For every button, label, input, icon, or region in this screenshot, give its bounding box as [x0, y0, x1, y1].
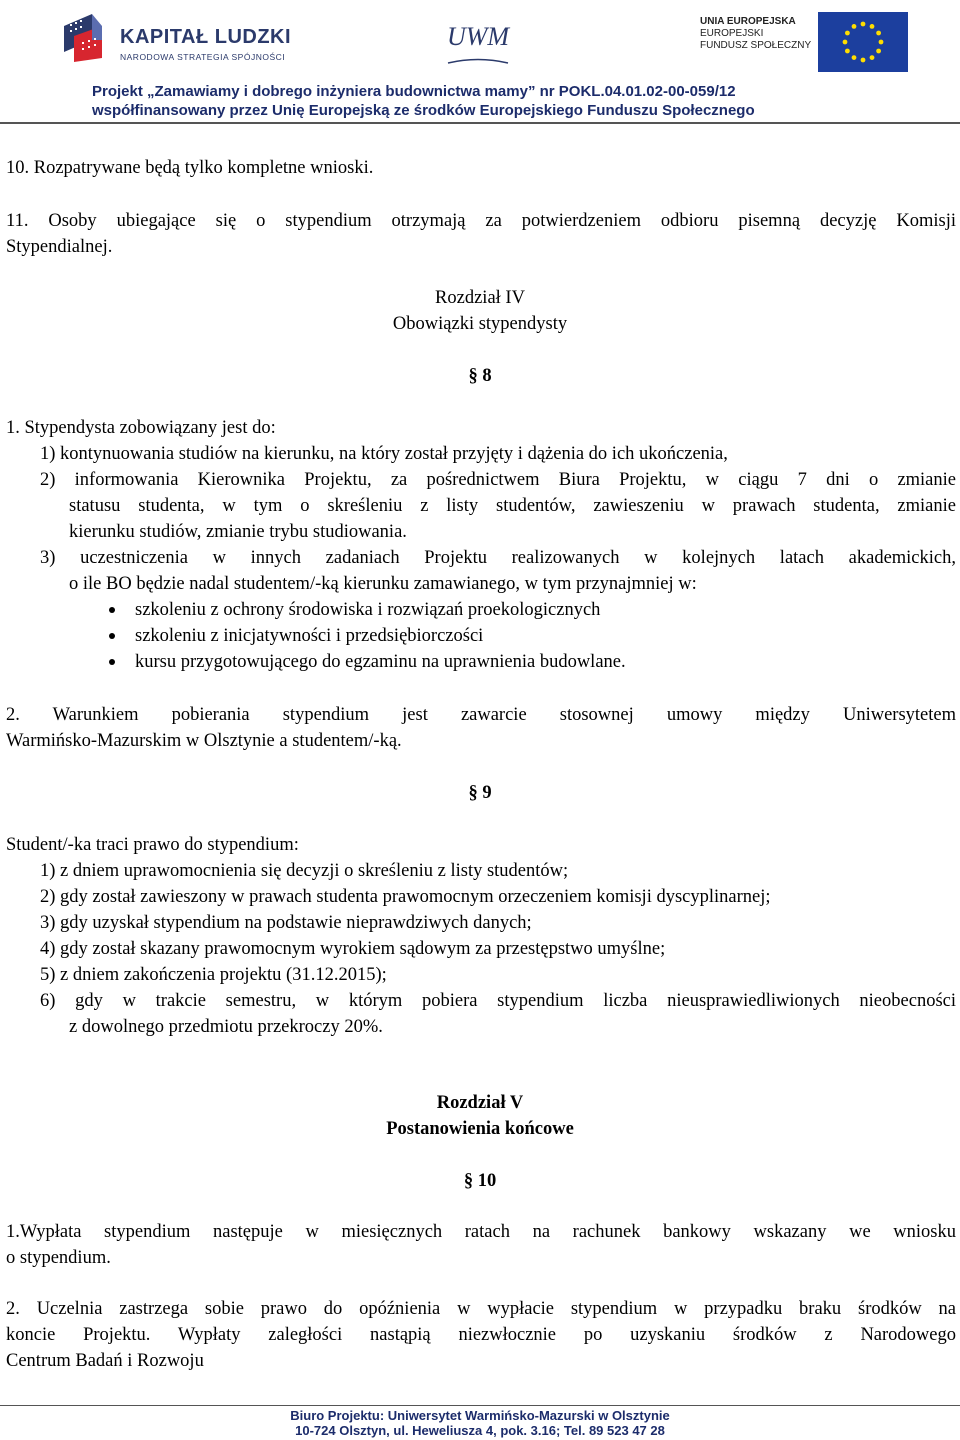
header-divider	[0, 122, 960, 124]
chapter-5-title: Rozdział V	[436, 1093, 524, 1113]
kapital-ludzki-subtitle: NARODOWA STRATEGIA SPÓJNOŚCI	[120, 52, 286, 62]
section-8-item-3-line-2: o ile BO będzie nadal studentem/-ką kierunku zamawianego, w tym przynajmniej w:	[69, 574, 697, 594]
section-9-item-1: 1) z dniem uprawomocnienia się decyzji o skreśleniu z listy studentów;	[40, 861, 569, 881]
kapital-ludzki-emblem-icon	[62, 12, 114, 64]
section-9-item-5: 5) z dniem zakończenia projektu (31.12.2015);	[40, 965, 387, 985]
section-10-point-2-line-2: koncie Projektu. Wypłaty zaległości nastąpią niezwłocznie po uzyskaniu środków z Narodowego	[6, 1325, 956, 1345]
eu-line-1: UNIA EUROPEJSKA	[700, 16, 796, 27]
footer-divider	[0, 1405, 960, 1406]
eu-logo	[700, 12, 950, 72]
project-header-text	[92, 82, 755, 120]
uwm-underline-icon	[438, 58, 518, 68]
chapter-4-subtitle: Obowiązki stypendysty	[392, 314, 568, 334]
section-8-point-2-line-1: 2. Warunkiem pobierania stypendium jest zawarcie stosownej umowy między Uniwersytetem	[6, 705, 956, 725]
paragraph-11-line-2: Stypendialnej.	[6, 237, 113, 257]
section-10-point-1-line-1: 1.Wypłata stypendium następuje w miesięcznych ratach na rachunek bankowy wskazany we wniosku	[6, 1222, 956, 1242]
section-9-item-2: 2) gdy został zawieszony w prawach studenta prawomocnym orzeczeniem komisji dyscyplinarnej;	[40, 887, 771, 907]
paragraph-11-line-1: 11. Osoby ubiegające się o stypendium otrzymają za potwierdzeniem odbioru pisemną decyzję Komisji	[6, 211, 956, 231]
section-8-item-2-line-2: statusu studenta, w tym o skreśleniu z listy studentów, zawieszeniu w prawach studenta, zmianie	[69, 496, 956, 516]
section-8-item-3-line-1: 3) uczestniczenia w innych zadaniach Projektu realizowanych w kolejnych latach akademickich,	[40, 548, 956, 568]
section-9-item-6-line-1: 6) gdy w trakcie semestru, w którym pobiera stypendium liczba nieusprawiedliwionych nieobecności	[40, 991, 956, 1011]
section-8-item-2-line-1: 2) informowania Kierownika Projektu, za pośrednictwem Biura Projektu, w ciągu 7 dni o zmianie	[40, 470, 956, 490]
section-10-heading: § 10	[463, 1171, 497, 1191]
paragraph-11	[6, 208, 956, 234]
eu-line-2: EUROPEJSKI	[700, 28, 764, 39]
kapital-ludzki-title: KAPITAŁ LUDZKI	[120, 26, 292, 48]
section-9-heading: § 9	[468, 783, 492, 803]
bullet-item-3: kursu przygotowującego do egzaminu na uprawnienia budowlane.	[135, 652, 626, 672]
uwm-logo	[438, 14, 518, 70]
section-10-point-2-line-3: Centrum Badań i Rozwoju	[6, 1351, 204, 1371]
chapter-5-subtitle: Postanowienia końcowe	[386, 1119, 574, 1139]
section-9-item-6-line-2: z dowolnego przedmiotu przekroczy 20%.	[69, 1017, 383, 1037]
bullet-icon	[109, 607, 115, 613]
chapter-4-title: Rozdział IV	[435, 288, 525, 308]
bullet-item-1: szkoleniu z ochrony środowiska i rozwiązań proekologicznych	[135, 600, 601, 620]
section-8-item-2-line-3: kierunku studiów, zmianie trybu studiowania.	[69, 522, 407, 542]
eu-logo-text	[700, 16, 811, 52]
bullet-icon	[109, 659, 115, 665]
section-9-item-3: 3) gdy uzyskał stypendium na podstawie nieprawdziwych danych;	[40, 913, 532, 933]
eu-flag-icon	[818, 12, 908, 72]
section-9-item-4: 4) gdy został skazany prawomocnym wyrokiem sądowym za przestępstwo umyślne;	[40, 939, 666, 959]
paragraph-10: 10. Rozpatrywane będą tylko kompletne wnioski.	[6, 158, 374, 178]
section-8-point-2-line-2: Warmińsko-Mazurskim w Olsztynie a studentem/-ką.	[6, 731, 402, 751]
section-10-point-2-line-1: 2. Uczelnia zastrzega sobie prawo do opóźnienia w wypłacie stypendium w przypadku braku środków na	[6, 1299, 956, 1319]
section-8-point-1: 1. Stypendysta zobowiązany jest do:	[6, 418, 276, 438]
project-line-2: współfinansowany przez Unię Europejską ze środków Europejskiego Funduszu Społecznego	[92, 102, 755, 119]
eu-stars-icon	[818, 12, 908, 72]
uwm-logo-text: UWM	[446, 22, 510, 51]
eu-line-3: FUNDUSZ SPOŁECZNY	[700, 40, 812, 51]
page-header	[0, 0, 960, 80]
section-8-item-1: 1) kontynuowania studiów na kierunku, na który został przyjęty i dążenia do ich ukończenia,	[40, 444, 728, 464]
footer-line-1: Biuro Projektu: Uniwersytet Warmińsko-Mazurski w Olsztynie	[290, 1408, 670, 1423]
kapital-ludzki-logo	[62, 8, 322, 70]
bullet-icon	[109, 633, 115, 639]
project-line-1: Projekt „Zamawiamy i dobrego inżyniera budownictwa mamy” nr POKL.04.01.02-00-059/12	[92, 83, 736, 100]
footer-line-2: 10-724 Olsztyn, ul. Heweliusza 4, pok. 3.16; Tel. 89 523 47 28	[295, 1423, 665, 1438]
section-8-heading: § 8	[468, 366, 492, 386]
bullet-item-2: szkoleniu z inicjatywności i przedsiębiorczości	[135, 626, 484, 646]
section-9-intro: Student/-ka traci prawo do stypendium:	[6, 835, 299, 855]
section-10-point-1-line-2: o stypendium.	[6, 1248, 111, 1268]
